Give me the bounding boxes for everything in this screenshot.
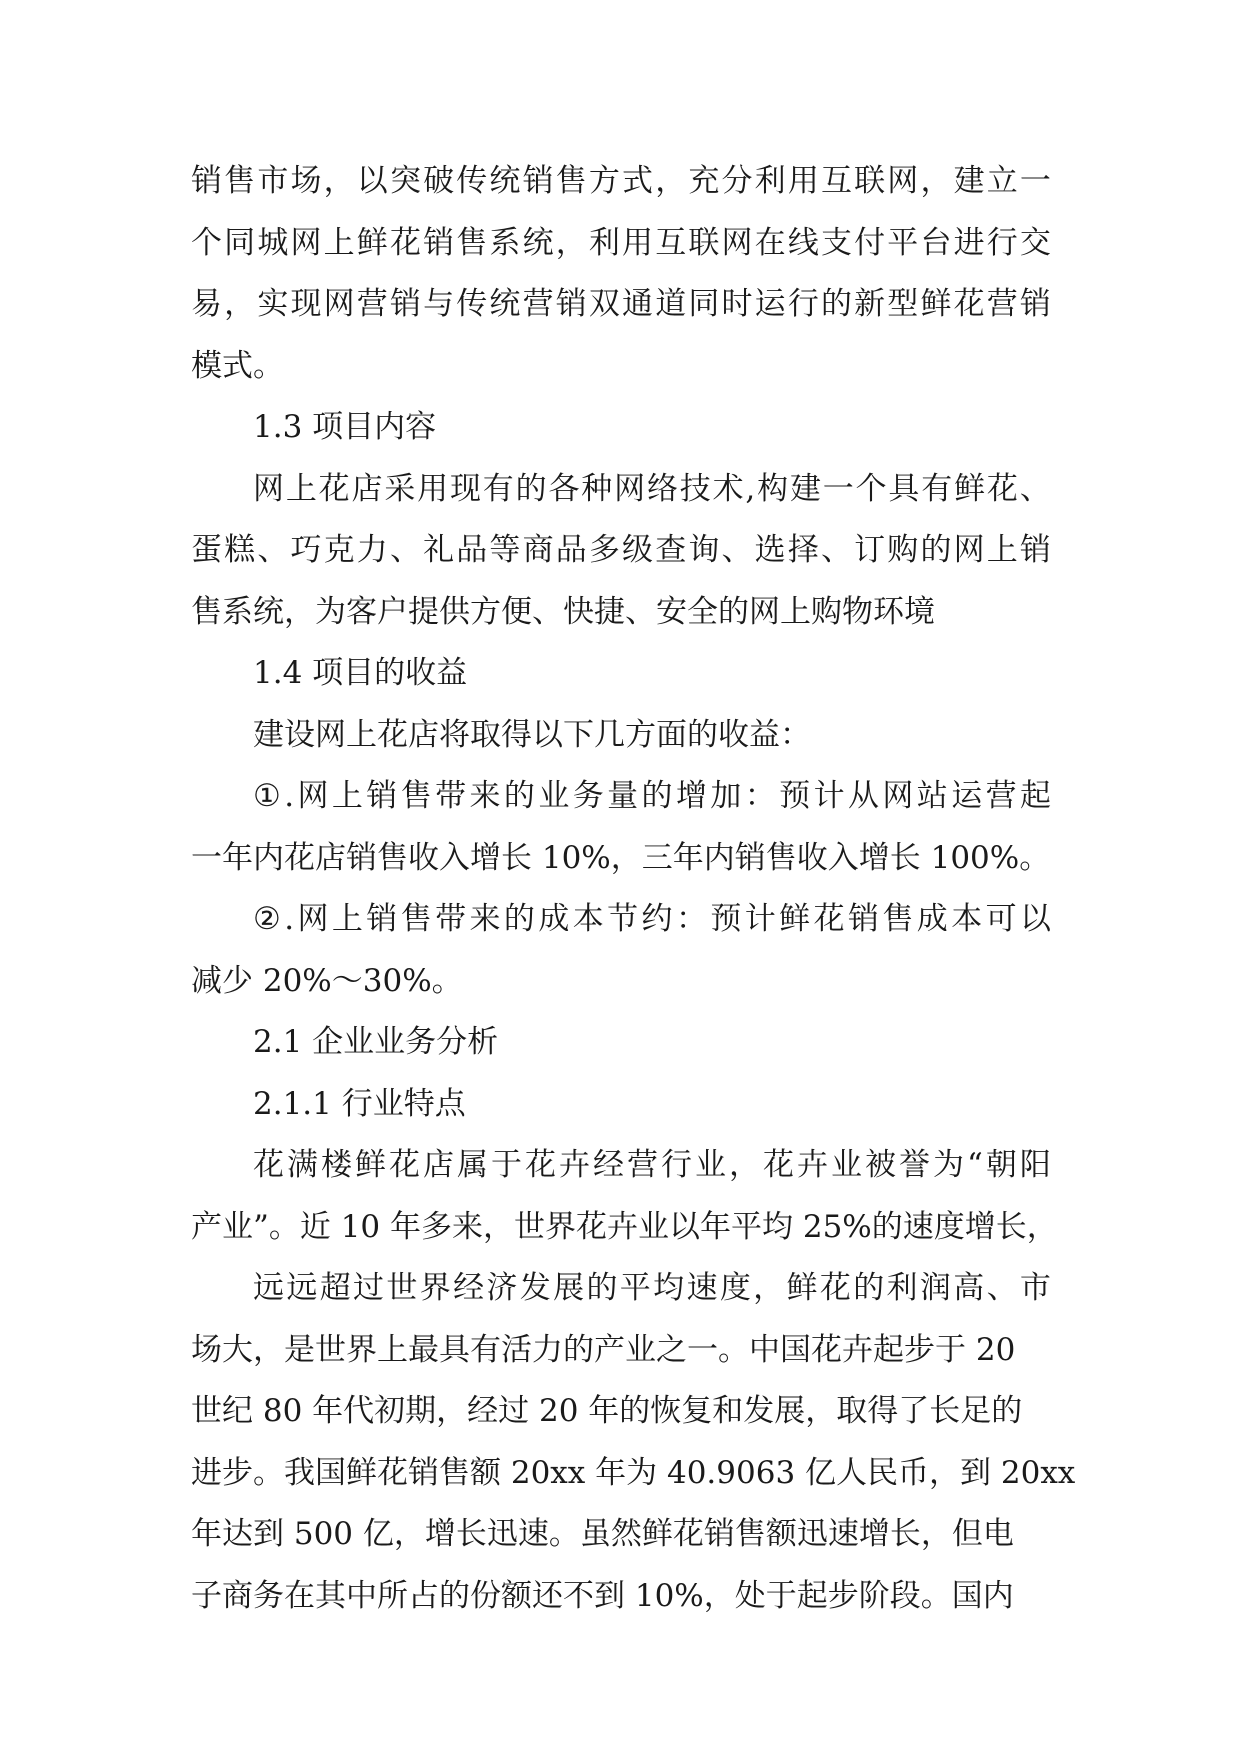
text-line: 远 远 超 过 世 界 经 济 发 展 的 平 均 速 度 ， 鲜 花 的 利 润 高 、 市 (253, 1270, 1051, 1306)
text-line: 蛋 糕 、 巧 克 力 、 礼 品 等 商 品 多 级 查 询 、 选 择 、 订 购 的 网 上 销 (191, 532, 1051, 568)
text-line: 进步。我国鲜花销售额 20xx 年为 40.9063 亿人民币，到 20xx (191, 1454, 1076, 1491)
text-line: 售系统，为客户提供方便、快捷、安全的网上购物环境 (191, 593, 935, 630)
text-line: 年达到 500 亿，增长迅速。虽然鲜花销售额迅速增长，但电 (191, 1516, 1014, 1552)
text-line: 世纪 80 年代初期，经过 20 年的恢复和发展，取得了长足的 (191, 1393, 1023, 1429)
section-heading: 2.1 企业业务分析 (253, 1024, 499, 1060)
list-item-text: 一年内花店销售收入增长 10%，三年内销售收入增长 100%。 (191, 839, 1051, 876)
list-item-text: ② . 网 上 销 售 带 来 的 成 本 节 约 ： 预 计 鲜 花 销 售 成 本 可 以 (253, 901, 1051, 937)
text-line: 建设网上花店将取得以下几方面的收益： (253, 716, 811, 753)
text-line: 销 售 市 场 ， 以 突 破 传 统 销 售 方 式 ， 充 分 利 用 互 联 网 ， 建 立 一 (191, 163, 1051, 199)
section-heading: 1.4 项目的收益 (253, 655, 468, 691)
text-line: 网 上 花 店 采 用 现 有 的 各 种 网 络 技 术 , 构 建 一 个 具 有 鲜 花 、 (253, 470, 1051, 507)
text-line: 子商务在其中所占的份额还不到 10%，处于起步阶段。国内 (191, 1577, 1014, 1614)
document-body (191, 151, 1076, 1627)
text-line: 花 满 楼 鲜 花 店 属 于 花 卉 经 营 行 业 ， 花 卉 业 被 誉 为 “ 朝 阳 (253, 1147, 1051, 1183)
subsection-heading: 2.1.1 行业特点 (253, 1085, 466, 1122)
text-line: 个 同 城 网 上 鲜 花 销 售 系 统 ， 利 用 互 联 网 在 线 支 付 平 台 进 行 交 (191, 224, 1051, 261)
text-line: 模式。 (191, 347, 284, 384)
text-line: 场大，是世界上最具有活力的产业之一。中国花卉起步于 20 (191, 1331, 1016, 1368)
section-heading: 1.3 项目内容 (253, 409, 437, 445)
list-item-text: 减少 20%～30%。 (191, 962, 463, 999)
text-line: 产业”。近 10 年多来，世界花卉业以年平均 25%的速度增长， (191, 1208, 1058, 1245)
list-item-text: ① . 网 上 销 售 带 来 的 业 务 量 的 增 加 ： 预 计 从 网 站 运 营 起 (253, 778, 1051, 814)
text-line: 易 ， 实 现 网 营 销 与 传 统 营 销 双 通 道 同 时 运 行 的 新 型 鲜 花 营 销 (191, 286, 1051, 322)
